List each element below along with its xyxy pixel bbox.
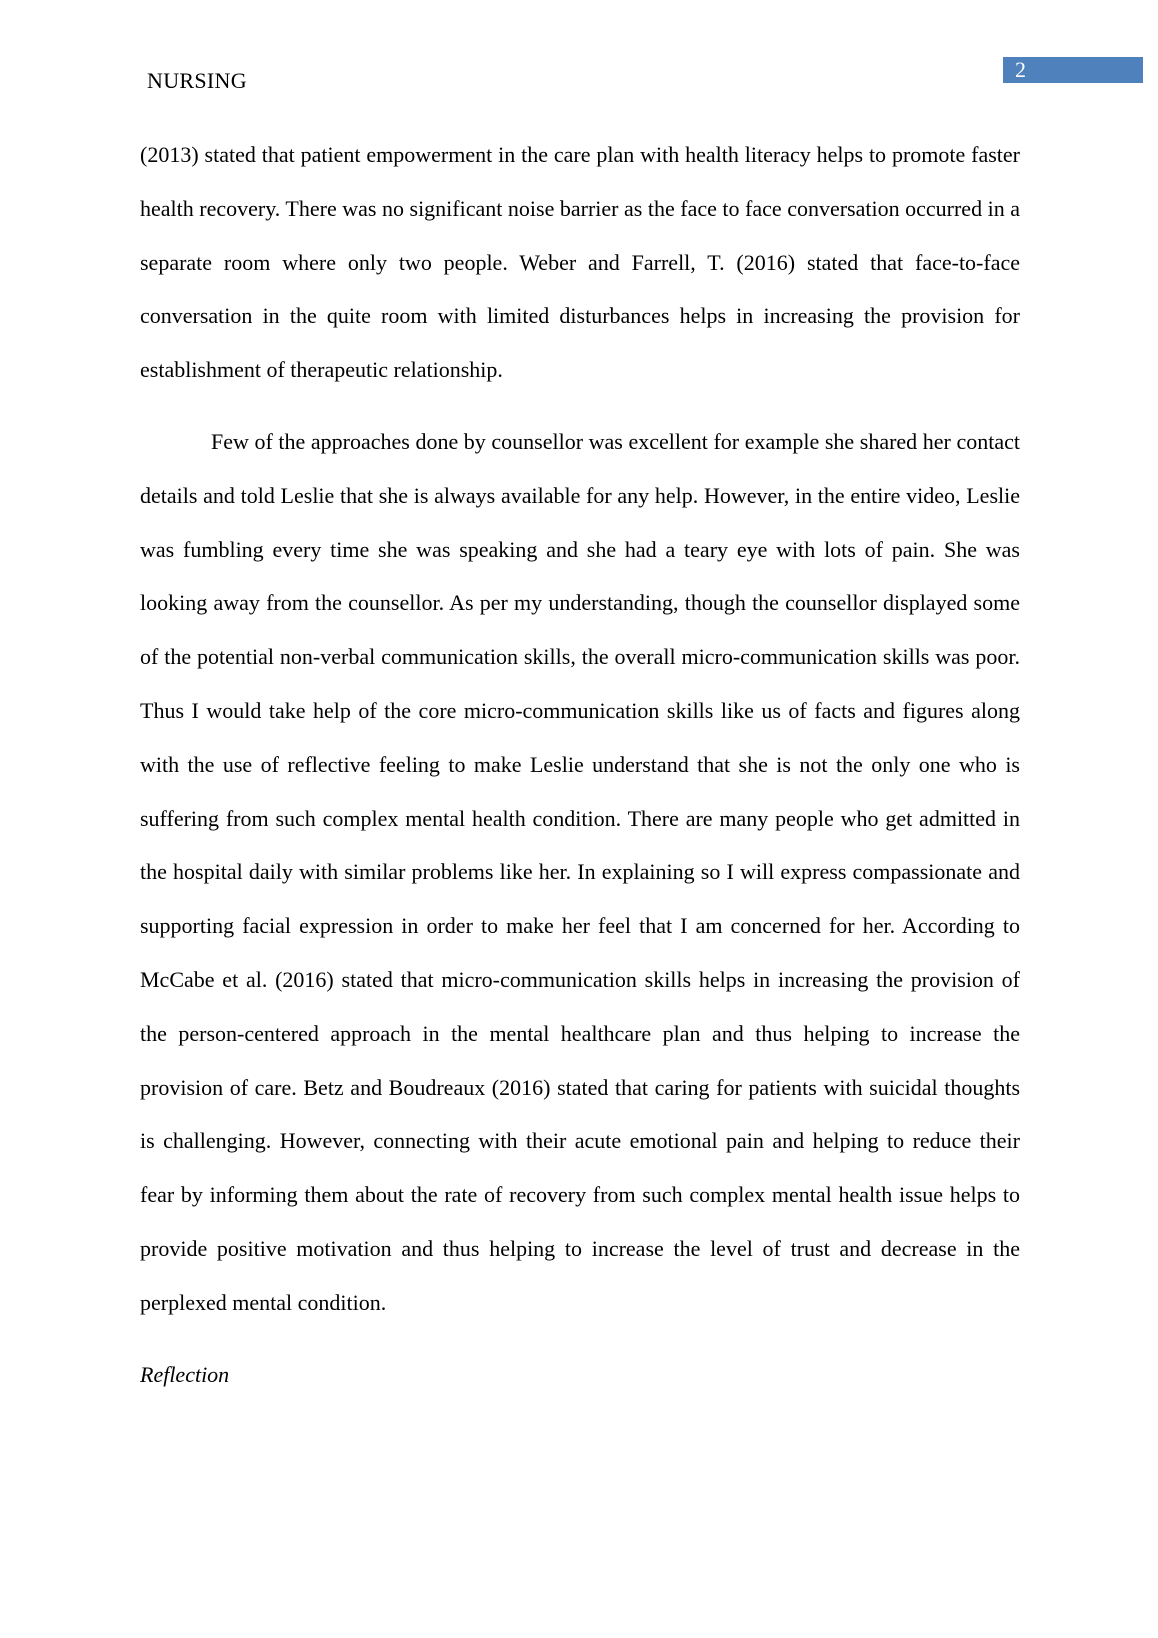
page-number: 2	[1015, 57, 1026, 82]
document-body	[140, 128, 1020, 1401]
section-heading-reflection: Reflection	[140, 1361, 230, 1387]
paragraph-2: Few of the approaches done by counsellor was excellent for example she shared her contact details and told Leslie that she is always available for any help. However, in the entire video, Leslie was fumbling every time she was speaking and she had a teary eye with lots of pain. She was looking away from the counsellor. As per my understanding, though the counsellor displayed some of the potential non-verbal communication skills, the overall micro-communication skills was poor. Thus I would take help of the core micro-communication skills like us of facts and figures along with the use of reflective feeling to make Leslie understand that she is not the only one who is suffering from such complex mental health condition. There are many people who get admitted in the hospital daily with similar problems like her. In explaining so I will express compassionate and supporting facial expression in order to make her feel that I am concerned for her. According to McCabe et al. (2016) stated that micro-communication skills helps in increasing the provision of the person-centered approach in the mental healthcare plan and thus helping to increase the provision of care. Betz and Boudreaux (2016) stated that caring for patients with suicidal thoughts is challenging. However, connecting with their acute emotional pain and helping to reduce their fear by informing them about the rate of recovery from such complex mental health issue helps to provide positive motivation and thus helping to increase the level of trust and decrease in the perplexed mental condition.	[140, 428, 1020, 1315]
paragraph-1: (2013) stated that patient empowerment in the care plan with health literacy helps to promote faster health recovery. There was no significant noise barrier as the face to face conversation occurred in a separate room where only two people. Weber and Farrell, T. (2016) stated that face-to-face conversation in the quite room with limited disturbances helps in increasing the provision for establishment of therapeutic relationship.	[140, 142, 1020, 383]
running-head: NURSING	[147, 68, 247, 93]
